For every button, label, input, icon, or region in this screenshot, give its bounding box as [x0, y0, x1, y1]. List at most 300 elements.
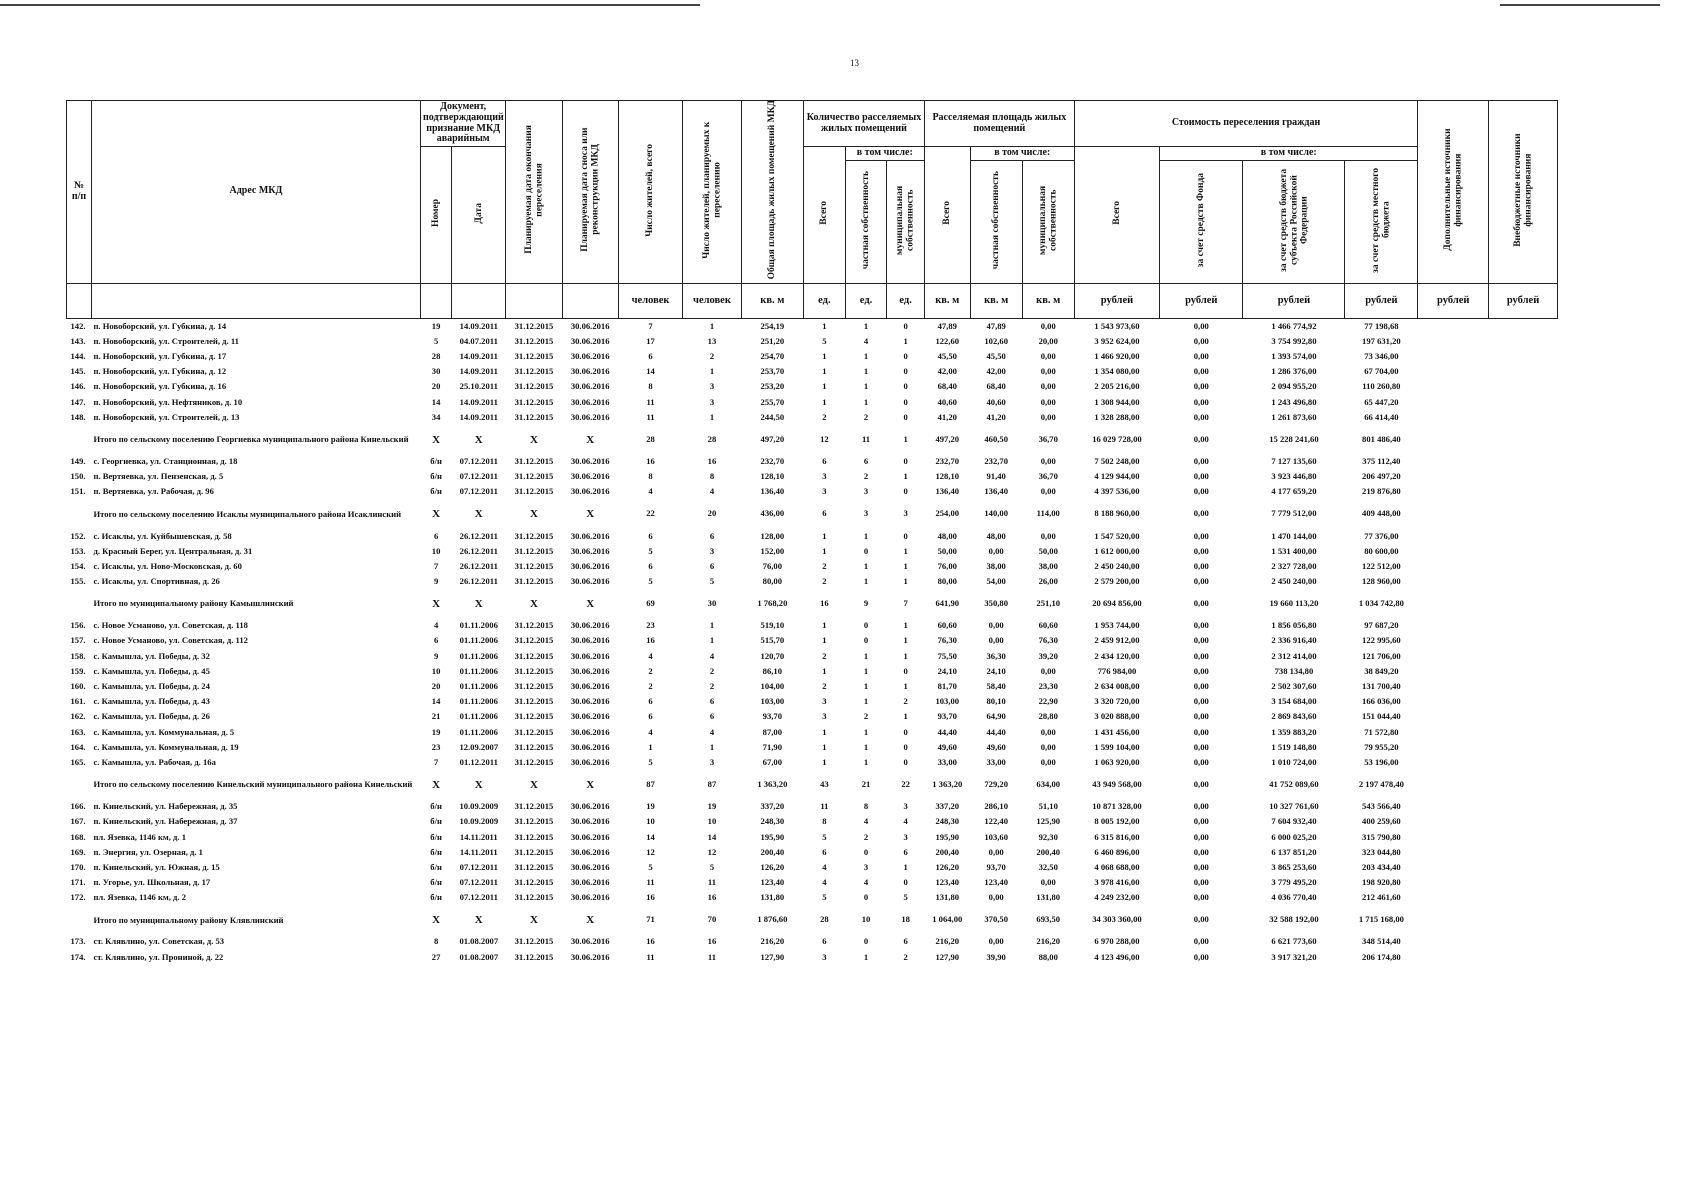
cell-r-priv: 4	[863, 335, 869, 346]
cell-area: 254,19	[760, 320, 785, 331]
table-row	[67, 679, 1558, 694]
cell-a-mun: 50,00	[1038, 545, 1058, 556]
cell-c-loc: 38 849,20	[1364, 665, 1399, 676]
cell-c-loc: 206 497,20	[1362, 471, 1401, 482]
cell-empty	[1418, 799, 1489, 814]
cell-c-reg: 738 134,80	[1274, 665, 1314, 676]
cell-r-mun: 0	[903, 411, 908, 422]
cell-res: 11	[646, 951, 655, 962]
cell-r-mun: 0	[903, 381, 908, 392]
cell-c-fund: 0,00	[1193, 846, 1209, 857]
cell-n: 156.	[70, 620, 86, 631]
cell-doc-no: 9	[433, 576, 439, 587]
cell-r-mun: 1	[903, 545, 908, 556]
cell-empty	[1418, 649, 1489, 664]
cell-a-priv: 350,80	[984, 598, 1008, 609]
cell-c-fund: 0,00	[1193, 801, 1209, 812]
cell-c-reg: 3 923 446,80	[1271, 471, 1317, 482]
unit-cell	[91, 283, 420, 318]
cell-a-all: 44,40	[937, 726, 957, 737]
cell-empty	[1489, 380, 1558, 395]
cell-r-priv: 0	[863, 892, 869, 903]
cell-c-all: 1 328 288,00	[1094, 411, 1140, 422]
cell-c-all: 1 599 104,00	[1094, 741, 1140, 752]
table-row	[67, 395, 1558, 410]
cell-c-reg: 41 752 089,60	[1269, 779, 1319, 790]
cell-c-fund: 0,00	[1193, 560, 1209, 571]
cell-r-mun: 0	[903, 877, 908, 888]
header-address: Адрес МКД	[91, 101, 420, 284]
cell-res: 11	[646, 877, 655, 888]
cell-c-fund: 0,00	[1193, 711, 1209, 722]
cell-c-fund: 0,00	[1193, 741, 1209, 752]
cell-c-reg: 3 754 992,80	[1271, 335, 1317, 346]
cell-area: 216,20	[760, 936, 785, 947]
cell-c-loc: 198 920,80	[1362, 877, 1401, 888]
cell-c-all: 3 020 888,00	[1094, 711, 1140, 722]
cell-addr: с. Камышла, ул. Победы, д. 24	[93, 681, 210, 692]
cell-end: 31.12.2015	[514, 351, 554, 362]
cell-area: 136,40	[760, 486, 785, 497]
cell-c-fund: 0,00	[1193, 576, 1209, 587]
cell-doc-no: б/н	[430, 816, 442, 827]
header-area-group: Расселяемая площадь жилых помещений	[924, 101, 1074, 147]
cell-c-fund: 0,00	[1193, 650, 1209, 661]
cell-n: 171.	[70, 877, 86, 888]
cell-c-fund: 0,00	[1193, 951, 1209, 962]
cell-addr: с. Камышла, ул. Коммунальная, д. 19	[93, 741, 239, 752]
cell-c-reg: 2 327 728,00	[1271, 560, 1317, 571]
cell-empty	[1489, 649, 1558, 664]
cell-res: 14	[646, 366, 655, 377]
cell-area: 123,40	[760, 877, 785, 888]
cell-c-fund: 0,00	[1193, 877, 1209, 888]
cell-res: 5	[648, 861, 653, 872]
cell-r-all: 2	[822, 576, 827, 587]
cell-res: 23	[646, 620, 655, 631]
cell-c-all: 4 397 536,00	[1094, 486, 1140, 497]
cell-r-all: 2	[822, 650, 827, 661]
cell-area: 131,80	[760, 892, 785, 903]
cell-res: 71	[646, 914, 655, 925]
cell-doc-date: 01.12.2011	[459, 756, 498, 767]
cell-r-priv: 2	[863, 711, 869, 722]
cell-doc-no: б/н	[430, 877, 442, 888]
cell-n: 159.	[70, 665, 86, 676]
cell-empty	[1489, 425, 1558, 454]
cell-a-priv: 0,00	[988, 635, 1004, 646]
cell-doc-date: 14.09.2011	[459, 320, 498, 331]
cell-dem: 30.06.2016	[570, 486, 610, 497]
cell-empty	[1489, 410, 1558, 425]
cell-a-all: 126,20	[935, 861, 960, 872]
cell-addr: с. Камышла, ул. Рабочая, д. 16а	[93, 756, 216, 767]
cell-r-priv: 0	[863, 620, 869, 631]
cell-c-loc: 128 960,00	[1362, 576, 1401, 587]
cell-dem: 30.06.2016	[570, 351, 610, 362]
cell-doc-no: X	[432, 778, 441, 791]
header-rooms-including: в том числе:	[845, 147, 924, 161]
cell-r-mun: 1	[903, 635, 908, 646]
cell-empty	[1418, 318, 1489, 334]
cell-doc-date: 07.12.2011	[459, 892, 498, 903]
cell-dem: 30.06.2016	[570, 816, 610, 827]
cell-n: 166.	[70, 801, 86, 812]
unit-cell: рублей	[1489, 283, 1558, 318]
cell-c-loc: 73 346,00	[1364, 351, 1399, 362]
cell-a-mun: 36,70	[1038, 433, 1058, 444]
cell-dem: X	[586, 914, 595, 927]
header-rooms-group: Количество расселяемых жилых помещений	[804, 101, 925, 147]
cell-end: 31.12.2015	[514, 726, 554, 737]
cell-end: 31.12.2015	[514, 335, 554, 346]
cell-c-all: 6 460 896,00	[1094, 846, 1140, 857]
cell-c-all: 1 547 520,00	[1094, 530, 1140, 541]
cell-empty	[1418, 484, 1489, 499]
cell-r-mun: 1	[903, 711, 908, 722]
cell-end: 31.12.2015	[514, 696, 554, 707]
cell-c-all: 3 320 720,00	[1094, 696, 1140, 707]
cell-n: 172.	[70, 892, 86, 903]
cell-a-mun: 634,00	[1036, 779, 1061, 790]
cell-res-p: 87	[707, 779, 717, 790]
cell-r-all: 1	[822, 396, 827, 407]
cell-dem: 30.06.2016	[570, 411, 610, 422]
cell-c-loc: 151 044,40	[1362, 711, 1401, 722]
cell-area: 337,20	[760, 801, 785, 812]
cell-doc-date: X	[474, 597, 483, 610]
table-row	[67, 380, 1558, 395]
cell-r-priv: 1	[863, 681, 869, 692]
cell-area: 232,70	[760, 455, 785, 466]
cell-doc-date: 25.10.2011	[459, 381, 498, 392]
cell-res: 4	[648, 726, 653, 737]
cell-doc-date: 14.09.2011	[459, 351, 498, 362]
cell-doc-date: 12.09.2007	[459, 741, 499, 752]
cell-a-all: 42,00	[937, 366, 957, 377]
cell-empty	[1418, 860, 1489, 875]
cell-dem: 30.06.2016	[570, 455, 610, 466]
cell-a-priv: 45,50	[986, 351, 1006, 362]
cell-res-p: 2	[709, 665, 715, 676]
cell-res-p: 4	[709, 650, 715, 661]
cell-doc-date: 01.11.2006	[459, 726, 498, 737]
cell-area: 253,70	[760, 366, 785, 377]
cell-r-priv: 1	[863, 650, 869, 661]
cell-c-loc: 409 448,00	[1362, 508, 1401, 519]
cell-area: 87,00	[762, 726, 783, 737]
table-row	[67, 875, 1558, 890]
cell-doc-no: 34	[431, 411, 441, 422]
cell-r-all: 1	[822, 530, 827, 541]
cell-area: 519,10	[760, 620, 785, 631]
cell-empty	[1418, 380, 1489, 395]
cell-res: 6	[648, 560, 653, 571]
cell-r-mun: 1	[903, 861, 908, 872]
cell-c-fund: 0,00	[1193, 620, 1209, 631]
cell-r-priv: 0	[863, 846, 869, 857]
cell-area: 253,20	[760, 381, 785, 392]
cell-r-mun: 6	[903, 936, 908, 947]
cell-c-all: 2 205 216,00	[1094, 381, 1140, 392]
cell-c-reg: 15 228 241,60	[1269, 433, 1319, 444]
cell-dem: 30.06.2016	[570, 396, 610, 407]
cell-a-all: 131,80	[935, 892, 960, 903]
cell-c-fund: 0,00	[1193, 892, 1209, 903]
cell-res: 16	[646, 892, 655, 903]
cell-empty	[1489, 814, 1558, 829]
cell-dem: 30.06.2016	[570, 545, 610, 556]
cell-r-mun: 1	[903, 560, 908, 571]
cell-a-mun: 23,30	[1038, 681, 1058, 692]
cell-r-priv: 6	[863, 455, 869, 466]
cell-n: 142.	[70, 320, 86, 331]
cell-doc-no: б/н	[430, 861, 442, 872]
cell-r-all: 3	[822, 951, 827, 962]
cell-c-fund: 0,00	[1193, 598, 1209, 609]
cell-c-loc: 67 704,00	[1364, 366, 1399, 377]
cell-c-loc: 79 955,20	[1364, 741, 1399, 752]
cell-doc-date: 01.11.2006	[459, 665, 498, 676]
cell-dem: 30.06.2016	[570, 726, 610, 737]
cell-end: 31.12.2015	[514, 741, 554, 752]
cell-c-all: 1 953 744,00	[1094, 620, 1140, 631]
cell-c-reg: 1 856 056,80	[1271, 620, 1317, 631]
cell-c-all: 1 308 944,00	[1094, 396, 1140, 407]
cell-c-reg: 1 286 376,00	[1271, 366, 1317, 377]
cell-empty	[1489, 694, 1558, 709]
cell-a-all: 80,00	[937, 576, 957, 587]
cell-addr: с. Исаклы, ул. Куйбышевская, д. 58	[93, 530, 232, 541]
cell-end: 31.12.2015	[514, 756, 554, 767]
cell-addr: п. Вертяевка, ул. Пензенская, д. 5	[93, 471, 224, 482]
cell-a-mun: 693,50	[1036, 914, 1061, 925]
cell-addr: ст. Клявлино, ул. Прониной, д. 22	[93, 951, 224, 962]
cell-doc-date: 07.12.2011	[459, 861, 498, 872]
cell-empty	[1418, 425, 1489, 454]
cell-r-all: 3	[822, 711, 827, 722]
header-area-private: частная собственность	[970, 160, 1022, 283]
cell-doc-no: X	[432, 508, 441, 521]
cell-addr: с. Новое Усманово, ул. Советская, д. 112	[93, 635, 248, 646]
cell-res: 1	[648, 741, 653, 752]
cell-c-fund: 0,00	[1193, 381, 1209, 392]
cell-c-reg: 1 261 873,60	[1271, 411, 1317, 422]
cell-a-priv: 0,00	[988, 620, 1004, 631]
cell-doc-no: б/н	[430, 801, 442, 812]
header-total-area: Общая площадь жилых помещений МКД	[741, 101, 803, 284]
cell-doc-no: 7	[433, 560, 439, 571]
cell-n: 157.	[70, 635, 86, 646]
cell-r-mun: 1	[903, 335, 908, 346]
cell-n	[67, 589, 92, 618]
cell-r-priv: 1	[863, 320, 869, 331]
table-row	[67, 845, 1558, 860]
cell-c-loc: 66 414,40	[1364, 411, 1399, 422]
subtotal-row	[67, 500, 1558, 529]
cell-c-fund: 0,00	[1193, 545, 1209, 556]
cell-dem: 30.06.2016	[570, 711, 610, 722]
cell-end: 31.12.2015	[514, 846, 554, 857]
cell-c-reg: 1 470 144,00	[1271, 530, 1317, 541]
cell-r-priv: 9	[863, 598, 869, 609]
cell-a-mun: 0,00	[1040, 381, 1056, 392]
cell-empty	[1489, 664, 1558, 679]
cell-empty	[1418, 410, 1489, 425]
cell-a-all: 136,40	[935, 486, 960, 497]
cell-res-p: 1	[709, 366, 715, 377]
cell-res-p: 5	[709, 576, 715, 587]
cell-c-all: 43 949 568,00	[1092, 779, 1142, 790]
cell-end: 31.12.2015	[514, 486, 554, 497]
cell-c-loc: 131 700,40	[1362, 681, 1401, 692]
cell-r-mun: 0	[903, 726, 908, 737]
cell-c-loc: 206 174,80	[1362, 951, 1401, 962]
cell-res: 5	[648, 756, 653, 767]
cell-c-all: 16 029 728,00	[1092, 433, 1142, 444]
cell-res: 10	[646, 816, 655, 827]
cell-r-priv: 0	[863, 936, 869, 947]
cell-c-loc: 212 461,60	[1362, 892, 1401, 903]
cell-empty	[1418, 770, 1489, 799]
cell-area: 1 876,60	[757, 914, 788, 925]
cell-doc-no: X	[432, 433, 441, 446]
cell-res: 19	[646, 801, 655, 812]
cell-r-mun: 1	[903, 576, 908, 587]
header-cost-fund: за счет средств Фонда	[1160, 160, 1243, 283]
cell-a-mun: 51,10	[1038, 801, 1058, 812]
cell-end: 31.12.2015	[514, 892, 554, 903]
cell-end: 31.12.2015	[514, 620, 554, 631]
cell-c-all: 1 063 920,00	[1094, 756, 1140, 767]
cell-doc-date: 07.12.2011	[459, 471, 498, 482]
cell-n: 169.	[70, 846, 86, 857]
cell-c-fund: 0,00	[1193, 831, 1209, 842]
cell-empty	[1418, 634, 1489, 649]
cell-res: 2	[648, 681, 653, 692]
cell-a-mun: 0,00	[1040, 455, 1056, 466]
cell-r-mun: 3	[903, 831, 908, 842]
cell-end: 31.12.2015	[514, 681, 554, 692]
cell-res: 87	[646, 779, 655, 790]
cell-doc-no: 8	[433, 936, 439, 947]
cell-area: 104,00	[760, 681, 785, 692]
cell-doc-no: 20	[431, 681, 441, 692]
cell-doc-date: 10.09.2009	[459, 801, 499, 812]
cell-r-priv: 3	[863, 861, 869, 872]
cell-addr: п. Вертяевка, ул. Рабочая, д. 96	[93, 486, 214, 497]
cell-c-fund: 0,00	[1193, 635, 1209, 646]
cell-a-all: 93,70	[937, 711, 957, 722]
cell-c-all: 34 303 360,00	[1092, 914, 1142, 925]
cell-addr: с. Георгиевка, ул. Станционная, д. 18	[93, 455, 238, 466]
cell-c-reg: 7 604 932,40	[1271, 816, 1317, 827]
cell-doc-date: 26.12.2011	[459, 576, 498, 587]
cell-empty	[1489, 574, 1558, 589]
cell-area: 195,90	[760, 831, 785, 842]
cell-c-reg: 32 588 192,00	[1269, 914, 1319, 925]
cell-c-loc: 77 376,00	[1364, 530, 1399, 541]
cell-empty	[1418, 589, 1489, 618]
cell-c-loc: 219 876,80	[1362, 486, 1401, 497]
cell-n: 168.	[70, 831, 86, 842]
cell-c-all: 2 450 240,00	[1094, 560, 1140, 571]
cell-n: 154.	[70, 560, 86, 571]
cell-doc-no: 10	[431, 545, 441, 556]
cell-r-mun: 1	[903, 433, 908, 444]
cell-res-p: 5	[709, 861, 715, 872]
cell-r-all: 3	[822, 471, 827, 482]
cell-doc-date: 26.12.2011	[459, 545, 498, 556]
cell-c-reg: 1 010 724,00	[1271, 756, 1317, 767]
cell-a-mun: 216,20	[1036, 936, 1061, 947]
cell-doc-no: 27	[431, 951, 441, 962]
cell-a-mun: 0,00	[1040, 366, 1056, 377]
cell-a-priv: 80,10	[986, 696, 1006, 707]
cell-dem: 30.06.2016	[570, 560, 610, 571]
cell-n: 170.	[70, 861, 86, 872]
cell-dem: X	[586, 778, 595, 791]
cell-doc-no: 5	[433, 335, 439, 346]
cell-a-all: 47,89	[937, 320, 957, 331]
cell-n: 174.	[70, 951, 86, 962]
cell-end: 31.12.2015	[514, 411, 554, 422]
cell-c-reg: 1 393 574,00	[1271, 351, 1317, 362]
cell-res-p: 1	[709, 741, 715, 752]
subtotal-row	[67, 425, 1558, 454]
cell-r-mun: 0	[903, 486, 908, 497]
cell-addr: с. Новое Усманово, ул. Советская, д. 118	[93, 620, 248, 631]
cell-area: 254,70	[760, 351, 785, 362]
cell-r-all: 3	[822, 696, 827, 707]
cell-res-p: 70	[707, 914, 717, 925]
cell-empty	[1418, 618, 1489, 633]
cell-n	[67, 500, 92, 529]
page-number: 13	[850, 58, 859, 68]
cell-area: 200,40	[760, 846, 785, 857]
cell-dem: 30.06.2016	[570, 576, 610, 587]
cell-area: 103,00	[760, 696, 785, 707]
cell-r-all: 4	[822, 861, 827, 872]
cell-a-all: 76,30	[937, 635, 957, 646]
cell-a-all: 1 064,00	[932, 914, 963, 925]
cell-area: 152,00	[760, 545, 785, 556]
cell-r-mun: 0	[903, 351, 908, 362]
cell-r-priv: 1	[863, 951, 869, 962]
cell-res: 11	[646, 411, 655, 422]
cell-doc-date: 07.12.2011	[459, 455, 498, 466]
cell-end: 31.12.2015	[514, 711, 554, 722]
cell-n: 152.	[70, 530, 86, 541]
cell-dem: 30.06.2016	[570, 335, 610, 346]
cell-c-reg: 4 177 659,20	[1271, 486, 1317, 497]
cell-a-mun: 60,60	[1038, 620, 1058, 631]
cell-doc-no: б/н	[430, 831, 442, 842]
unit-cell: ед.	[804, 283, 846, 318]
cell-empty	[1418, 830, 1489, 845]
cell-empty	[1418, 334, 1489, 349]
table-row	[67, 935, 1558, 950]
cell-a-priv: 232,70	[984, 455, 1008, 466]
cell-a-all: 81,70	[937, 681, 957, 692]
cell-res-p: 4	[709, 726, 715, 737]
cell-r-mun: 3	[903, 801, 908, 812]
cell-dem: 30.06.2016	[570, 471, 610, 482]
unit-cell: кв. м	[924, 283, 970, 318]
cell-empty	[1418, 574, 1489, 589]
cell-a-mun: 0,00	[1040, 726, 1056, 737]
cell-doc-no: 14	[431, 696, 441, 707]
